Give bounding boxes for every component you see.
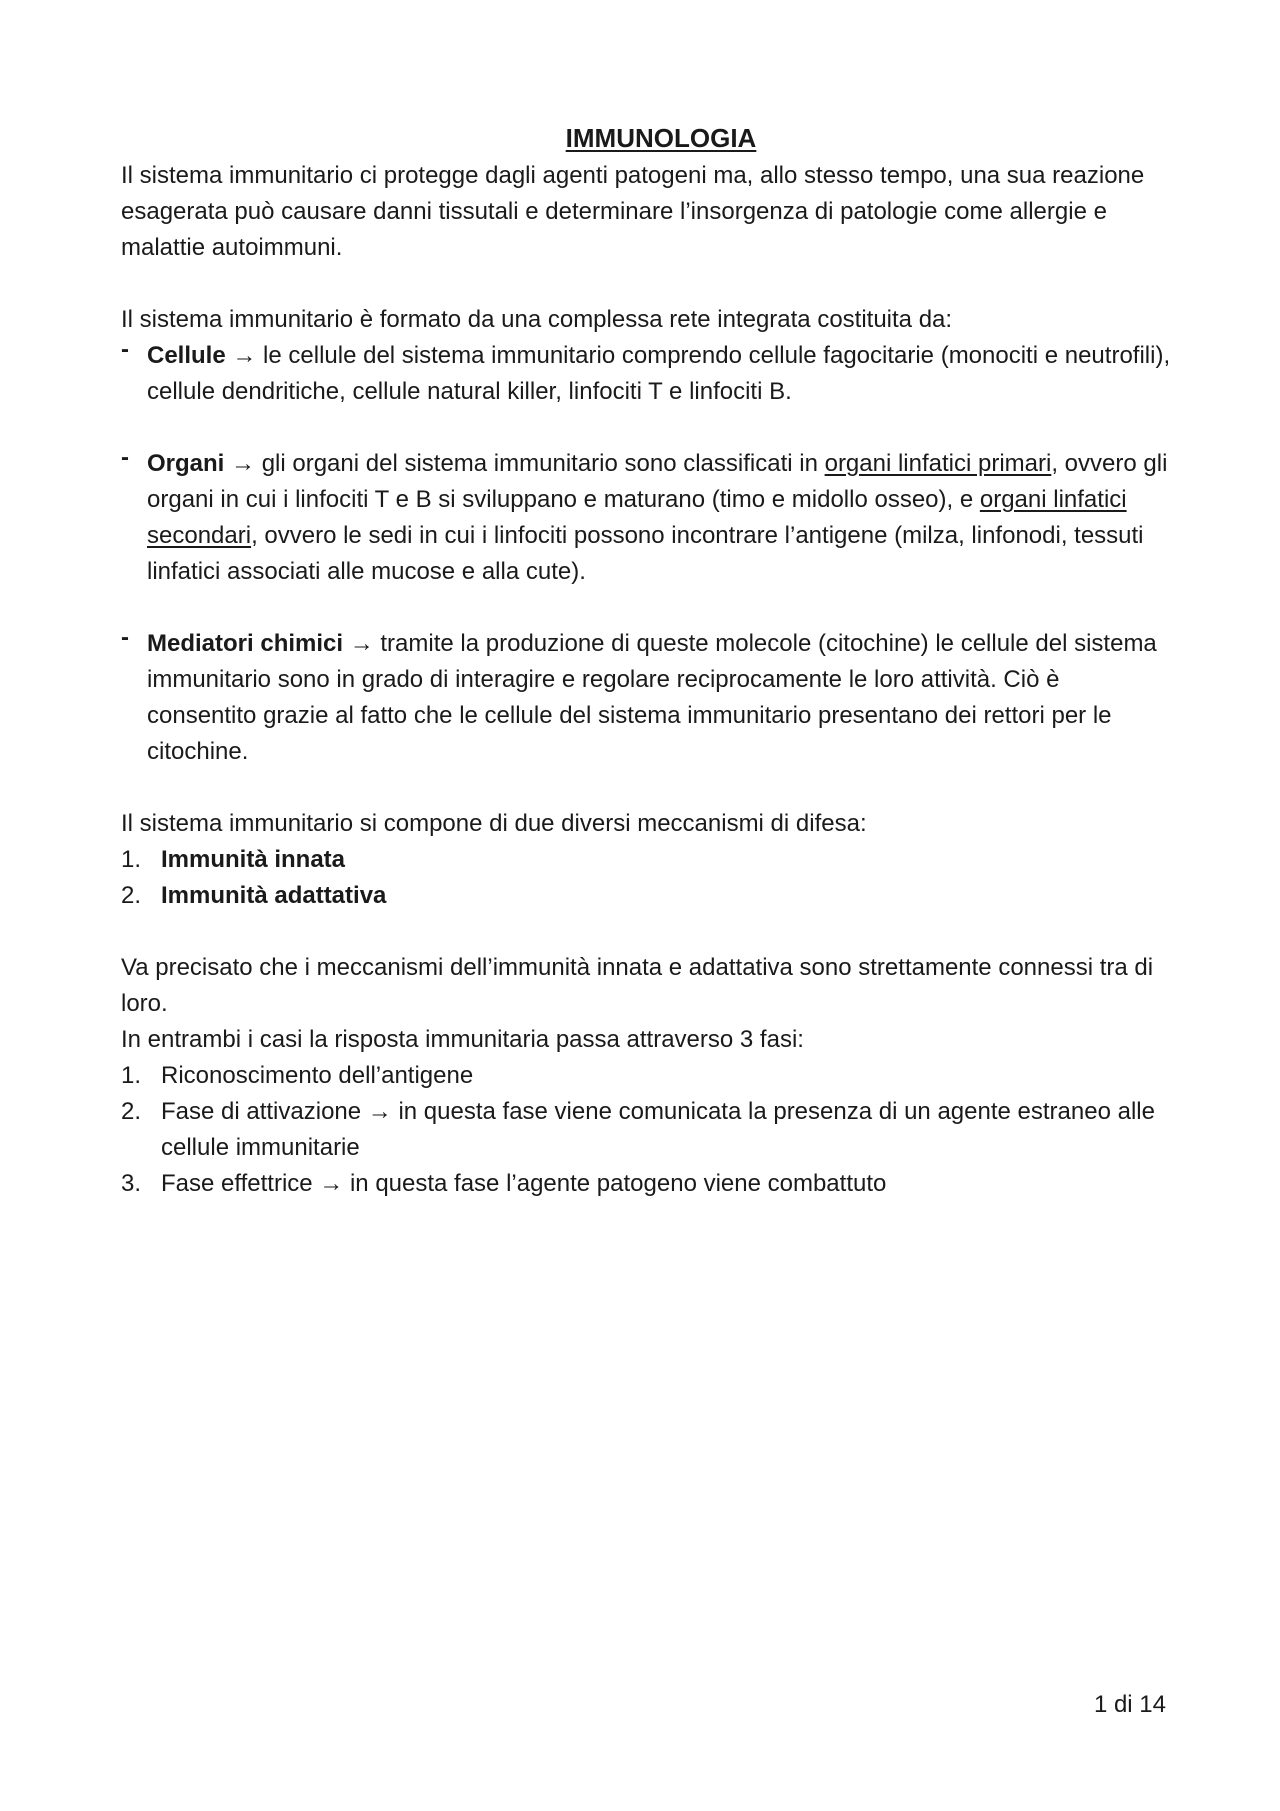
components-list — [121, 626, 1171, 770]
phases-list — [121, 1058, 1171, 1202]
component-text: tramite la produzione di queste molecole (citochine) le cellule del sistema immunitario sono in grado di interagire e regolare reciprocamente le loro attività. Ciò è consentito grazie al fatto che le cellule del sistema immunitario presentano dei rettori per le citochine. — [147, 630, 1157, 765]
defense-list — [121, 842, 1171, 914]
arrow-symbol: → — [224, 450, 262, 477]
phase-item — [121, 1166, 1171, 1202]
dash-marker: - — [121, 624, 129, 651]
phase-item — [121, 1058, 1171, 1094]
phase-text: Fase effettrice → in questa fase l’agente patogeno viene combattuto — [161, 1170, 887, 1197]
defense-label: Immunità innata — [161, 846, 346, 873]
phase-text: Fase di attivazione → in questa fase viene comunicata la presenza di un agente estraneo alle cellule immunitarie — [161, 1098, 1155, 1161]
defense-intro: Il sistema immunitario si compone di due diversi meccanismi di difesa: — [121, 810, 867, 837]
phase-text: Riconoscimento dell’antigene — [161, 1062, 474, 1089]
arrow-symbol: → — [343, 630, 381, 657]
defense-item — [121, 842, 1171, 878]
note-paragraph: Va precisato che i meccanismi dell’immunità innata e adattativa sono strettamente connessi tra di loro. — [121, 954, 1154, 1017]
spacer — [121, 770, 1171, 806]
list-number: 3. — [121, 1170, 142, 1197]
arrow-symbol: → — [225, 342, 264, 369]
list-number: 1. — [121, 1062, 142, 1089]
list-number: 2. — [121, 882, 142, 909]
component-text: gli organi del sistema immunitario sono classificati in — [261, 450, 825, 477]
phase-item — [121, 1094, 1171, 1166]
defense-item — [121, 878, 1171, 914]
component-text: , ovvero le sedi in cui i linfociti possono incontrare l’antigene (milza, linfonodi, tessuti linfatici associati alle mucose e alla cute). — [147, 522, 1144, 585]
components-list — [121, 338, 1171, 410]
defense-label: Immunità adattativa — [161, 882, 387, 909]
underlined-term: organi linfatici secondari — [147, 486, 1127, 549]
dash-marker: - — [121, 444, 129, 471]
list-number: 2. — [121, 1098, 142, 1125]
component-term: Cellule — [147, 342, 226, 369]
component-item-organi — [121, 446, 1171, 590]
underlined-term: organi linfatici primari — [824, 450, 1052, 477]
component-text: le cellule del sistema immunitario comprendo cellule fagocitarie (monociti e neutrofili), cellule dendritiche, cellule natural killer, linfociti T e linfociti B. — [147, 342, 1171, 405]
components-intro: Il sistema immunitario è formato da una complessa rete integrata costituita da: — [121, 306, 953, 333]
components-list — [121, 446, 1171, 590]
page-number: 1 di 14 — [1093, 1691, 1166, 1718]
intro-paragraph: Il sistema immunitario ci protegge dagli agenti patogeni ma, allo stesso tempo, una sua reazione esagerata può causare danni tissutali e determinare l’insorgenza di patologie come allergie e malattie autoimmuni. — [121, 162, 1145, 261]
component-term: Mediatori chimici — [147, 630, 344, 657]
list-number: 1. — [121, 846, 142, 873]
dash-marker: - — [121, 336, 129, 363]
component-item-mediatori — [121, 626, 1171, 770]
spacer — [121, 914, 1171, 950]
document-title: IMMUNOLOGIA — [565, 123, 757, 153]
component-text: , ovvero gli organi in cui i linfociti T e B si sviluppano e maturano (timo e midollo osseo), e — [147, 450, 1168, 513]
component-item-cellule — [121, 338, 1171, 410]
note-paragraph: In entrambi i casi la risposta immunitaria passa attraverso 3 fasi: — [121, 1026, 804, 1053]
spacer — [121, 410, 1171, 446]
spacer — [121, 266, 1171, 302]
document-page — [121, 118, 1171, 1202]
component-term: Organi — [147, 450, 225, 477]
spacer — [121, 590, 1171, 626]
